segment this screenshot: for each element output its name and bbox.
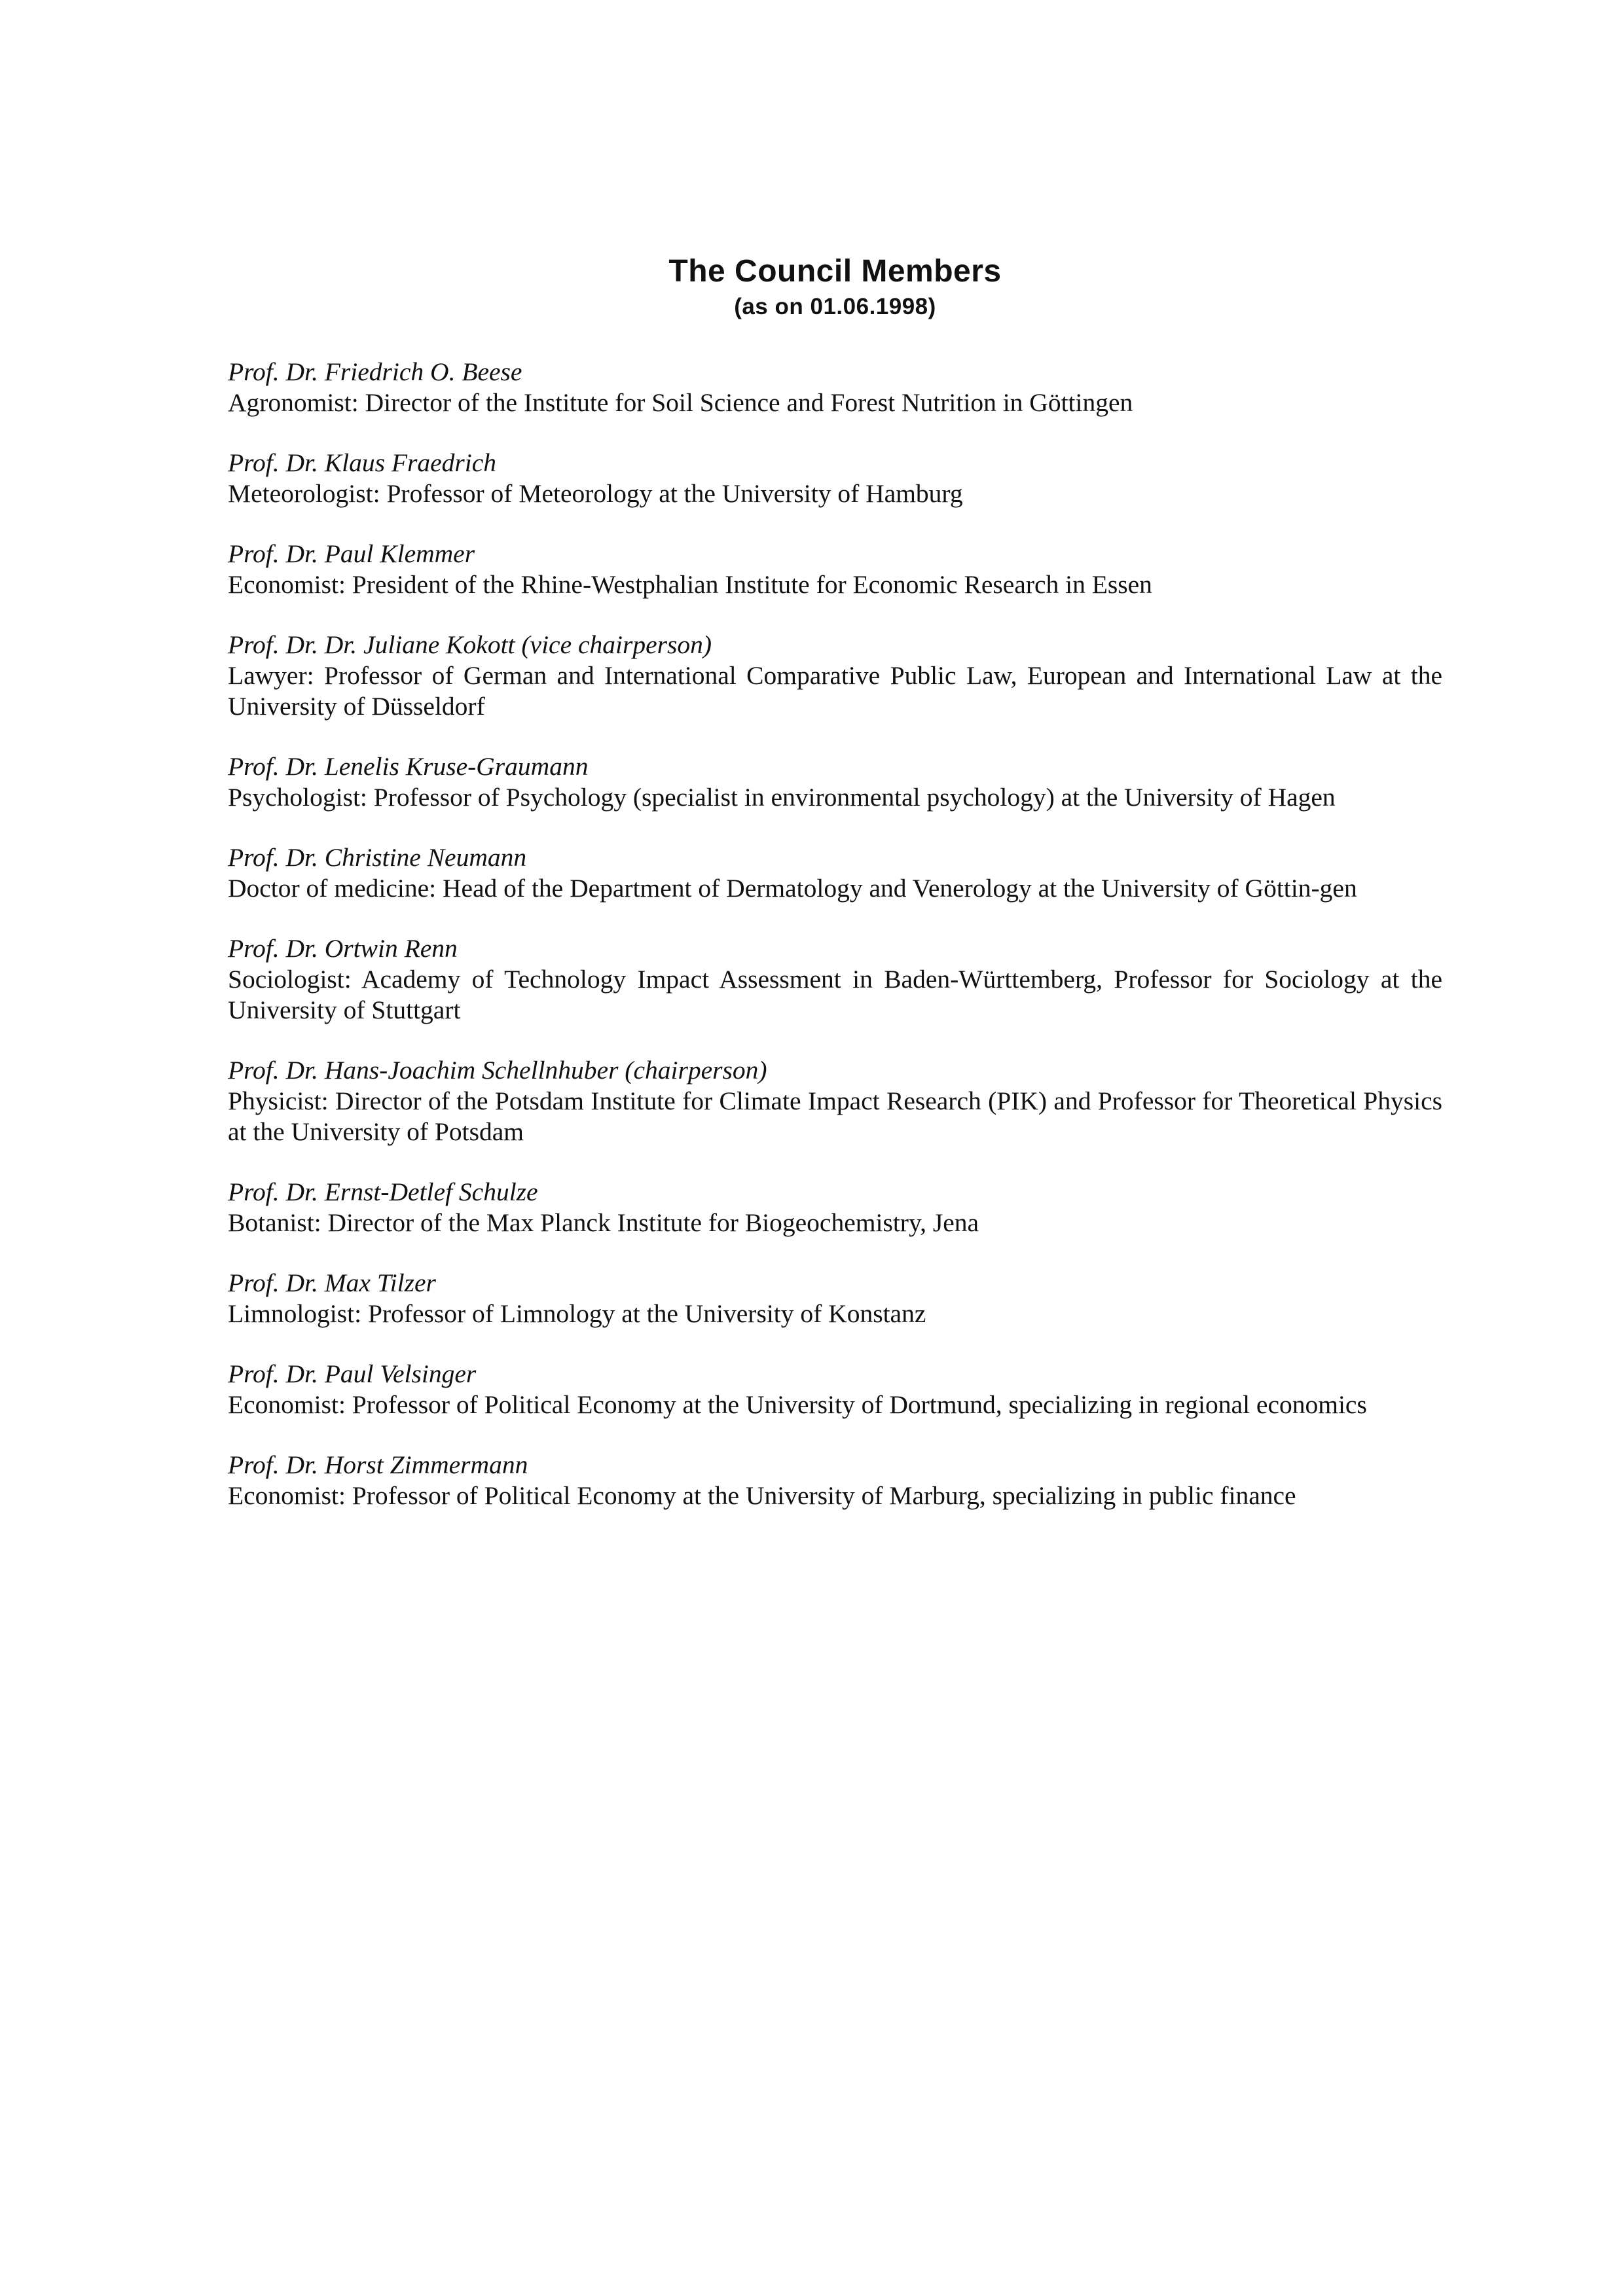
member-description: Economist: Professor of Political Economy at the University of Dortmund, specializing in regional economics [228, 1390, 1367, 1419]
member-entry [228, 630, 1442, 722]
council-members-page [228, 252, 1442, 1541]
page-title: The Council Members [668, 254, 1002, 289]
member-name: Prof. Dr. Paul Klemmer [228, 539, 475, 568]
member-name: Prof. Dr. Horst Zimmermann [228, 1450, 528, 1479]
member-description: Lawyer: Professor of German and International Comparative Public Law, European and International Law at the University of Düsseldorf [228, 661, 1442, 721]
member-name: Prof. Dr. Hans-Joachim Schellnhuber (chairperson) [228, 1056, 767, 1085]
member-description: Economist: President of the Rhine-Westphalian Institute for Economic Research in Essen [228, 570, 1152, 599]
member-name: Prof. Dr. Dr. Juliane Kokott (vice chairperson) [228, 630, 712, 659]
member-name: Prof. Dr. Max Tilzer [228, 1268, 436, 1297]
member-description: Botanist: Director of the Max Planck Institute for Biogeochemistry, Jena [228, 1208, 979, 1237]
member-name: Prof. Dr. Friedrich O. Beese [228, 357, 522, 386]
member-name: Prof. Dr. Ernst-Detlef Schulze [228, 1177, 538, 1206]
member-name: Prof. Dr. Ortwin Renn [228, 934, 458, 963]
member-entry [228, 1359, 1442, 1420]
member-entry [228, 1055, 1442, 1147]
member-name: Prof. Dr. Lenelis Kruse-Graumann [228, 752, 589, 781]
member-entry [228, 448, 1442, 509]
member-description: Psychologist: Professor of Psychology (specialist in environmental psychology) at the University of Hagen [228, 783, 1336, 812]
member-entry [228, 751, 1442, 813]
member-description: Sociologist: Academy of Technology Impact Assessment in Baden-Württemberg, Professor for Sociology at the University of Stuttgart [228, 965, 1442, 1024]
member-description: Doctor of medicine: Head of the Department of Dermatology and Venerology at the University of Göttin-gen [228, 874, 1357, 903]
member-entry [228, 1177, 1442, 1238]
member-entry [228, 842, 1442, 904]
member-entry [228, 357, 1442, 418]
member-description: Meteorologist: Professor of Meteorology at the University of Hamburg [228, 479, 963, 508]
member-entry [228, 933, 1442, 1026]
member-entry [228, 1450, 1442, 1511]
member-description: Economist: Professor of Political Economy at the University of Marburg, specializing in public finance [228, 1481, 1296, 1510]
member-description: Limnologist: Professor of Limnology at the University of Konstanz [228, 1299, 926, 1328]
member-description: Physicist: Director of the Potsdam Institute for Climate Impact Research (PIK) and Professor for Theoretical Physics at the University of Potsdam [228, 1086, 1442, 1146]
member-description: Agronomist: Director of the Institute for Soil Science and Forest Nutrition in Göttingen [228, 388, 1133, 417]
member-name: Prof. Dr. Paul Velsinger [228, 1359, 477, 1388]
page-subtitle: (as on 01.06.1998) [734, 294, 936, 319]
member-entry [228, 1268, 1442, 1329]
member-name: Prof. Dr. Klaus Fraedrich [228, 448, 497, 477]
member-entry [228, 539, 1442, 600]
member-name: Prof. Dr. Christine Neumann [228, 843, 527, 872]
